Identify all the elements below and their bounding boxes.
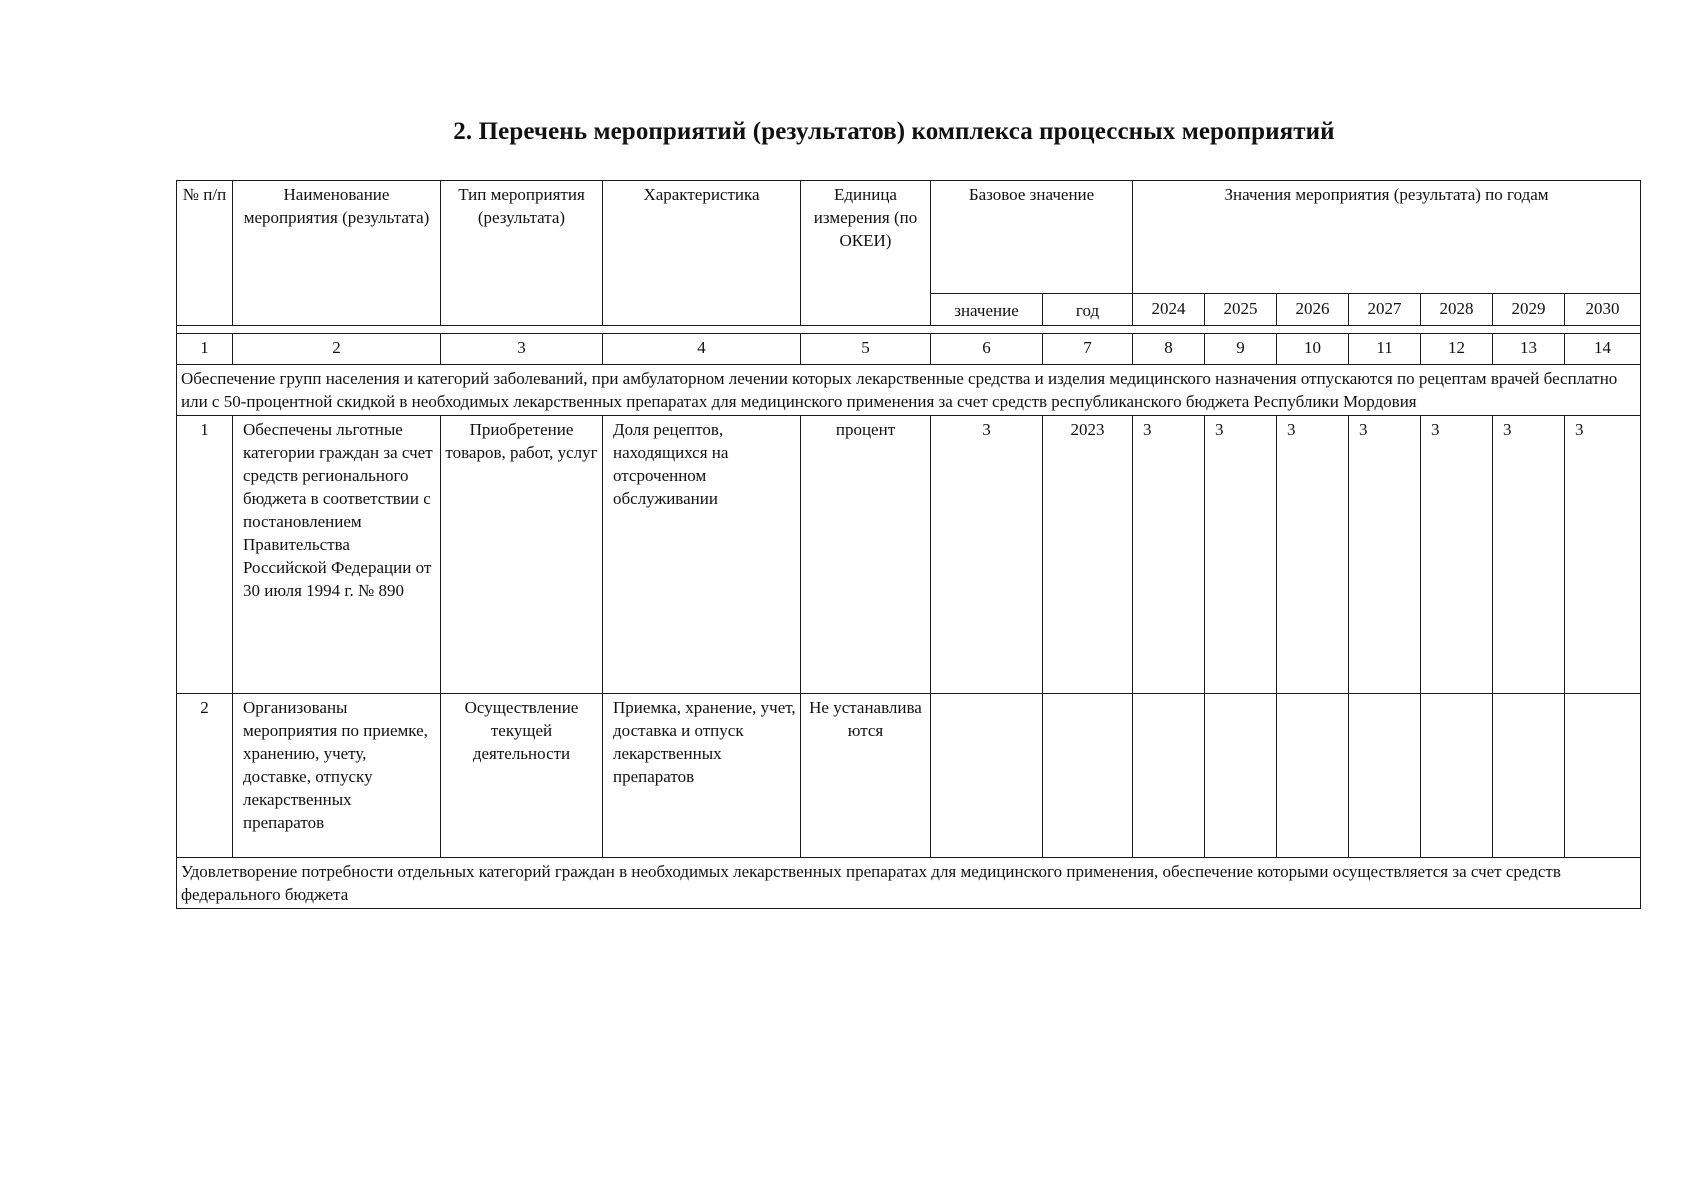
header-unit: Единица измерения (по ОКЕИ) bbox=[801, 181, 931, 326]
row-num: 2 bbox=[177, 694, 233, 858]
table-row bbox=[177, 694, 1641, 858]
activities-table bbox=[176, 180, 1641, 909]
column-number: 10 bbox=[1277, 334, 1349, 365]
row-num: 1 bbox=[177, 416, 233, 694]
row-year-value bbox=[1421, 694, 1493, 858]
column-number: 13 bbox=[1493, 334, 1565, 365]
row-base-value: 3 bbox=[931, 416, 1043, 694]
row-name: Обеспечены льготные категории граждан за счет средств регионального бюджета в соответствии с постановлением Правительства Российской Федерации от 30 июля 1994 г. № 890 bbox=[233, 416, 441, 694]
row-year-value bbox=[1565, 694, 1641, 858]
row-year-value: 3 bbox=[1349, 416, 1421, 694]
row-year-value: 3 bbox=[1133, 416, 1205, 694]
column-number: 6 bbox=[931, 334, 1043, 365]
header-year: 2027 bbox=[1349, 294, 1421, 326]
column-number: 7 bbox=[1043, 334, 1133, 365]
row-unit: Не устанавлива ются bbox=[801, 694, 931, 858]
header-row bbox=[177, 181, 1641, 294]
row-year-value bbox=[1133, 694, 1205, 858]
row-year-value: 3 bbox=[1565, 416, 1641, 694]
row-year-value: 3 bbox=[1277, 416, 1349, 694]
page-title: 2. Перечень мероприятий (результатов) комплекса процессных мероприятий bbox=[453, 118, 1335, 145]
column-number: 4 bbox=[603, 334, 801, 365]
column-number: 3 bbox=[441, 334, 603, 365]
header-year: 2029 bbox=[1493, 294, 1565, 326]
column-number: 8 bbox=[1133, 334, 1205, 365]
section-row bbox=[177, 858, 1641, 909]
row-year-value bbox=[1349, 694, 1421, 858]
header-year: 2026 bbox=[1277, 294, 1349, 326]
header-name: Наименование мероприятия (результата) bbox=[233, 181, 441, 326]
gap-cell bbox=[177, 326, 1641, 334]
section-row bbox=[177, 365, 1641, 416]
header-gap bbox=[177, 326, 1641, 334]
row-year-value: 3 bbox=[1493, 416, 1565, 694]
column-number: 9 bbox=[1205, 334, 1277, 365]
column-number: 12 bbox=[1421, 334, 1493, 365]
header-by-years: Значения мероприятия (результата) по годам bbox=[1133, 181, 1641, 294]
header-year: 2025 bbox=[1205, 294, 1277, 326]
table-row bbox=[177, 416, 1641, 694]
header-year: 2028 bbox=[1421, 294, 1493, 326]
row-unit: процент bbox=[801, 416, 931, 694]
header-num: № п/п bbox=[177, 181, 233, 326]
column-numbers-row bbox=[177, 334, 1641, 365]
header-base: Базовое значение bbox=[931, 181, 1133, 294]
header-year: 2030 bbox=[1565, 294, 1641, 326]
row-base-value bbox=[931, 694, 1043, 858]
header-base-year: год bbox=[1043, 294, 1133, 326]
header-type: Тип мероприятия (результата) bbox=[441, 181, 603, 326]
row-year-value bbox=[1277, 694, 1349, 858]
row-base-year bbox=[1043, 694, 1133, 858]
header-year: 2024 bbox=[1133, 294, 1205, 326]
row-year-value bbox=[1493, 694, 1565, 858]
section-title: Удовлетворение потребности отдельных категорий граждан в необходимых лекарственных препаратах для медицинского применения, обеспечение которыми осуществляется за счет средств федерального бюджета bbox=[177, 858, 1641, 909]
row-year-value: 3 bbox=[1205, 416, 1277, 694]
column-number: 14 bbox=[1565, 334, 1641, 365]
row-name: Организованы мероприятия по приемке, хранению, учету, доставке, отпуску лекарственных препаратов bbox=[233, 694, 441, 858]
row-year-value: 3 bbox=[1421, 416, 1493, 694]
column-number: 2 bbox=[233, 334, 441, 365]
row-type: Приобретение товаров, работ, услуг bbox=[441, 416, 603, 694]
row-base-year: 2023 bbox=[1043, 416, 1133, 694]
column-number: 11 bbox=[1349, 334, 1421, 365]
row-characteristic: Доля рецептов, находящихся на отсроченном обслуживании bbox=[603, 416, 801, 694]
row-year-value bbox=[1205, 694, 1277, 858]
row-type: Осуществление текущей деятельности bbox=[441, 694, 603, 858]
column-number: 5 bbox=[801, 334, 931, 365]
section-title: Обеспечение групп населения и категорий заболеваний, при амбулаторном лечении которых лекарственные средства и изделия медицинского назначения отпускаются по рецептам врачей бесплатно или с 50-процентной скидкой в необходимых лекарственных препаратах для медицинского применения за счет средств республиканского бюджета Республики Мордовия bbox=[177, 365, 1641, 416]
row-characteristic: Приемка, хранение, учет, доставка и отпуск лекарственных препаратов bbox=[603, 694, 801, 858]
header-characteristic: Характеристика bbox=[603, 181, 801, 326]
header-base-value: значение bbox=[931, 294, 1043, 326]
column-number: 1 bbox=[177, 334, 233, 365]
